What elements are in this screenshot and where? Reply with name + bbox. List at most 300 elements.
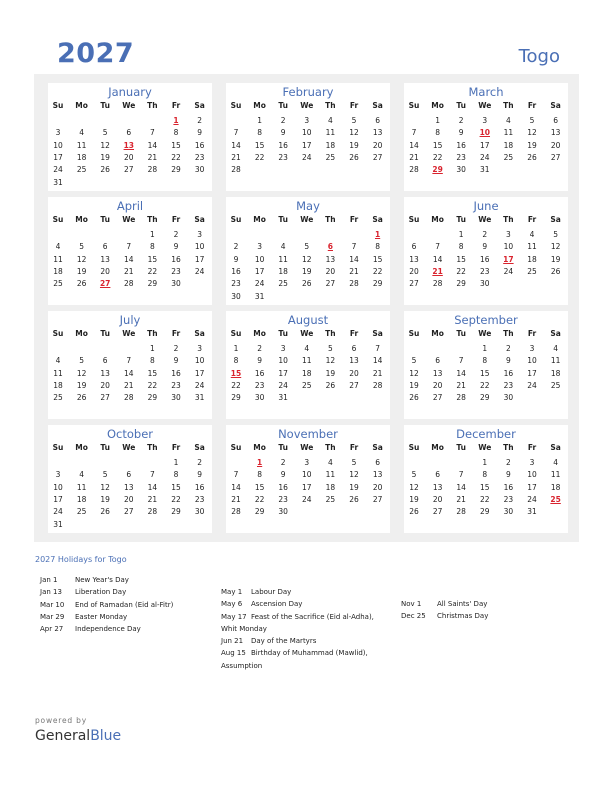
holiday-date: Aug 15 (221, 649, 246, 658)
day-cell: 19 (349, 482, 359, 492)
day-cell: 24 (480, 152, 490, 162)
day-cell: 30 (194, 165, 205, 175)
day-cell: 1 (482, 344, 488, 353)
day-cell: 24 (503, 266, 514, 276)
day-cell: 20 (325, 266, 336, 276)
month-september (404, 311, 568, 419)
day-cell: 3 (197, 230, 202, 239)
holiday-day: 17 (503, 254, 514, 264)
day-cell: 18 (550, 368, 561, 378)
day-cell: 16 (278, 140, 288, 150)
weekday-header: We (300, 443, 314, 452)
day-cell: 11 (503, 128, 514, 138)
day-cell: 28 (147, 165, 158, 175)
month-name: April (116, 199, 144, 213)
day-cell: 2 (233, 242, 239, 252)
weekday-header: Fr (349, 443, 359, 452)
holiday-entry (221, 586, 399, 598)
day-cell: 9 (506, 356, 511, 366)
day-cell: 26 (349, 494, 359, 504)
day-cell: 24 (194, 380, 205, 390)
day-cell: 13 (325, 254, 336, 264)
day-cell: 21 (231, 494, 241, 504)
holiday-entry (221, 647, 399, 659)
day-cell: 18 (325, 140, 336, 150)
day-cell: 19 (76, 380, 87, 390)
day-cell: 10 (527, 470, 537, 480)
holiday-day: 13 (123, 140, 135, 150)
month-name: July (119, 313, 141, 327)
holiday-entry (401, 610, 579, 622)
day-cell: 22 (147, 380, 158, 390)
weekday-header: Su (408, 101, 420, 110)
day-cell: 22 (231, 380, 241, 390)
day-cell: 21 (372, 368, 383, 378)
day-cell: 11 (53, 254, 63, 264)
weekday-header: Sa (372, 215, 383, 224)
day-cell: 26 (76, 393, 87, 403)
day-cell: 21 (124, 380, 134, 390)
day-cell: 3 (280, 344, 286, 353)
weekday-header: Th (147, 101, 158, 110)
day-cell: 16 (503, 482, 514, 492)
day-cell: 18 (76, 152, 87, 162)
weekday-header: Th (147, 329, 158, 338)
weekday-header: Sa (194, 101, 205, 110)
day-cell: 28 (147, 507, 158, 517)
weekday-header: Sa (194, 443, 205, 452)
day-cell: 29 (456, 279, 466, 289)
day-cell: 27 (550, 152, 561, 162)
day-cell: 21 (147, 494, 158, 504)
day-cell: 13 (100, 368, 110, 378)
day-cell: 25 (550, 380, 561, 390)
weekday-header: Su (408, 329, 420, 338)
day-cell: 10 (278, 356, 288, 366)
day-cell: 4 (328, 116, 333, 125)
day-cell: 21 (456, 380, 466, 390)
day-cell: 7 (233, 128, 239, 138)
holiday-name: New Year's Day (75, 576, 129, 584)
day-cell: 3 (55, 470, 61, 480)
day-cell: 15 (456, 254, 466, 264)
day-cell: 7 (126, 242, 132, 252)
holiday-date: Mar 10 (40, 600, 65, 609)
day-cell: 13 (349, 356, 359, 366)
day-cell: 2 (257, 344, 262, 353)
day-cell: 29 (231, 393, 241, 403)
day-cell: 26 (349, 152, 359, 162)
day-cell: 17 (527, 368, 537, 378)
day-cell: 14 (409, 140, 419, 150)
day-cell: 21 (456, 494, 466, 504)
day-cell: 29 (147, 393, 158, 403)
day-cell: 26 (550, 266, 561, 276)
weekday-header: Mo (253, 443, 266, 452)
day-cell: 30 (171, 279, 181, 289)
day-cell: 15 (254, 140, 265, 150)
holiday-name: Ascension Day (251, 600, 303, 609)
day-cell: 18 (53, 380, 63, 390)
day-cell: 17 (194, 254, 205, 264)
weekday-header: Su (408, 215, 420, 224)
day-cell: 7 (375, 344, 380, 353)
weekday-header: Mo (75, 215, 88, 224)
day-cell: 18 (550, 482, 561, 492)
holiday-entry (40, 611, 218, 623)
day-cell: 10 (254, 254, 265, 264)
day-cell: 31 (194, 393, 205, 403)
day-cell: 3 (529, 458, 535, 467)
month-name: May (296, 199, 320, 213)
day-cell: 6 (411, 242, 417, 252)
holiday-name: Easter Monday (75, 612, 128, 621)
holiday-day: 25 (550, 494, 561, 504)
day-cell: 27 (100, 393, 110, 403)
day-cell: 5 (553, 230, 558, 239)
day-cell: 31 (527, 507, 537, 517)
day-cell: 14 (456, 368, 466, 378)
holiday-day: 27 (99, 279, 111, 289)
day-cell: 22 (254, 494, 265, 504)
day-cell: 4 (55, 242, 61, 252)
day-cell: 12 (76, 368, 87, 378)
day-cell: 27 (432, 507, 443, 517)
holiday-day: 1 (173, 116, 179, 125)
weekday-header: Tu (278, 443, 288, 452)
day-cell: 3 (257, 242, 262, 252)
holiday-column (401, 598, 579, 623)
weekday-header: Th (147, 443, 158, 452)
day-cell: 13 (100, 254, 110, 264)
weekday-header: Sa (550, 443, 561, 452)
month-name: December (456, 427, 516, 441)
weekday-header: Tu (456, 443, 466, 452)
day-cell: 9 (280, 128, 286, 138)
day-cell: 7 (458, 470, 464, 480)
day-cell: 15 (432, 140, 443, 150)
day-cell: 6 (375, 116, 380, 125)
day-cell: 18 (325, 482, 336, 492)
day-cell: 26 (100, 165, 110, 175)
day-cell: 4 (79, 128, 84, 138)
holiday-entry (401, 598, 579, 610)
day-cell: 30 (480, 279, 490, 289)
day-cell: 8 (482, 470, 488, 480)
holiday-entry (40, 574, 218, 586)
holiday-date: May 6 (221, 600, 243, 609)
holiday-name-continued: Assumption (221, 661, 263, 670)
holiday-day: 10 (479, 128, 491, 138)
weekday-header: Mo (75, 101, 88, 110)
day-cell: 29 (171, 165, 181, 175)
day-cell: 9 (458, 128, 464, 138)
day-cell: 6 (351, 344, 357, 353)
day-cell: 7 (351, 242, 357, 252)
weekday-header: Fr (171, 443, 181, 452)
day-cell: 31 (53, 177, 63, 187)
day-cell: 23 (171, 380, 181, 390)
day-cell: 1 (482, 458, 488, 467)
weekday-header: Su (52, 443, 64, 452)
day-cell: 2 (506, 344, 511, 353)
day-cell: 13 (432, 368, 443, 378)
day-cell: 13 (409, 254, 419, 264)
day-cell: 24 (254, 279, 265, 289)
day-cell: 11 (76, 482, 87, 492)
weekday-header: Th (503, 443, 514, 452)
day-cell: 4 (328, 458, 333, 467)
day-cell: 9 (197, 128, 202, 138)
day-cell: 22 (171, 152, 181, 162)
day-cell: 20 (100, 380, 110, 390)
holiday-name: Independence Day (75, 625, 141, 634)
day-cell: 16 (278, 482, 288, 492)
day-cell: 2 (280, 458, 286, 467)
day-cell: 21 (147, 152, 158, 162)
day-cell: 30 (254, 393, 265, 403)
brand-general: General (35, 728, 91, 744)
day-cell: 30 (503, 507, 514, 517)
brand-logo[interactable] (35, 728, 121, 744)
day-cell: 22 (480, 494, 490, 504)
day-cell: 30 (278, 507, 288, 517)
day-cell: 6 (435, 470, 440, 480)
day-cell: 21 (231, 152, 241, 162)
day-cell: 12 (100, 482, 110, 492)
weekday-header: Sa (550, 329, 561, 338)
day-cell: 19 (100, 152, 110, 162)
day-cell: 23 (278, 494, 288, 504)
day-cell: 24 (527, 494, 537, 504)
day-cell: 5 (79, 356, 84, 366)
day-cell: 26 (325, 380, 336, 390)
day-cell: 28 (456, 507, 466, 517)
holiday-entry (40, 586, 218, 598)
day-cell: 14 (349, 254, 359, 264)
day-cell: 15 (171, 482, 181, 492)
calendar-grid (34, 74, 579, 542)
day-cell: 12 (100, 140, 110, 150)
day-cell: 22 (254, 152, 265, 162)
day-cell: 12 (302, 254, 312, 264)
day-cell: 8 (150, 356, 155, 366)
holiday-date: Jan 1 (40, 576, 58, 584)
holidays-title: 2027 Holidays for Togo (35, 555, 127, 564)
day-cell: 15 (480, 482, 490, 492)
day-cell: 15 (372, 254, 383, 264)
holiday-date: May 1 (221, 588, 243, 596)
day-cell: 29 (480, 393, 490, 403)
weekday-header: Tu (100, 215, 110, 224)
day-cell: 30 (231, 291, 241, 301)
day-cell: 1 (257, 116, 262, 125)
day-cell: 23 (278, 152, 288, 162)
day-cell: 18 (302, 368, 312, 378)
weekday-header: Th (325, 215, 336, 224)
weekday-header: Fr (527, 443, 537, 452)
weekday-header: Tu (278, 101, 288, 110)
weekday-header: We (300, 101, 314, 110)
weekday-header: Fr (349, 329, 359, 338)
day-cell: 28 (456, 393, 466, 403)
day-cell: 9 (197, 470, 202, 480)
day-cell: 25 (76, 165, 87, 175)
day-cell: 28 (124, 393, 134, 403)
weekday-header: We (122, 443, 136, 452)
day-cell: 19 (409, 494, 419, 504)
day-cell: 27 (124, 165, 134, 175)
holiday-day: 15 (230, 368, 242, 378)
month-august (226, 311, 390, 419)
day-cell: 30 (503, 393, 514, 403)
country-title: Togo (518, 46, 560, 67)
day-cell: 23 (503, 494, 514, 504)
day-cell: 28 (231, 507, 241, 517)
day-cell: 5 (351, 116, 357, 125)
month-june (404, 197, 568, 305)
day-cell: 5 (304, 242, 310, 252)
day-cell: 10 (503, 242, 514, 252)
day-cell: 3 (506, 230, 511, 239)
month-name: October (106, 427, 154, 441)
day-cell: 7 (150, 128, 155, 138)
day-cell: 2 (173, 344, 179, 353)
day-cell: 23 (194, 152, 205, 162)
day-cell: 22 (147, 266, 158, 276)
holiday-name: Christmas Day (437, 612, 489, 621)
day-cell: 14 (372, 356, 383, 366)
day-cell: 12 (409, 368, 419, 378)
day-cell: 4 (55, 356, 61, 366)
holiday-entry (40, 599, 218, 611)
day-cell: 15 (171, 140, 181, 150)
weekday-header: Sa (194, 329, 205, 338)
day-cell: 13 (432, 482, 443, 492)
day-cell: 5 (328, 344, 333, 353)
day-cell: 1 (435, 116, 440, 125)
day-cell: 11 (278, 254, 288, 264)
holiday-date: Nov 1 (401, 600, 422, 608)
day-cell: 4 (280, 242, 286, 252)
day-cell: 6 (553, 116, 558, 125)
year-title: 2027 (57, 38, 135, 69)
day-cell: 26 (76, 279, 87, 289)
holiday-date: Jun 21 (221, 637, 244, 646)
day-cell: 20 (432, 494, 443, 504)
day-cell: 14 (147, 140, 158, 150)
day-cell: 18 (76, 494, 87, 504)
weekday-header: We (122, 215, 136, 224)
day-cell: 3 (304, 458, 310, 467)
day-cell: 19 (349, 140, 359, 150)
day-cell: 7 (150, 470, 155, 480)
day-cell: 25 (53, 279, 63, 289)
day-cell: 5 (411, 356, 417, 366)
day-cell: 25 (325, 494, 336, 504)
day-cell: 28 (349, 279, 359, 289)
weekday-header: Fr (527, 101, 537, 110)
day-cell: 31 (254, 291, 265, 301)
weekday-header: Th (325, 329, 336, 338)
holiday-day: 6 (327, 242, 333, 252)
day-cell: 26 (527, 152, 537, 162)
day-cell: 12 (527, 128, 537, 138)
day-cell: 6 (126, 128, 132, 138)
weekday-header: Su (230, 215, 242, 224)
day-cell: 29 (372, 279, 383, 289)
month-name: June (473, 199, 499, 213)
holiday-date: Jan 13 (40, 588, 62, 597)
holiday-day: 21 (432, 266, 443, 276)
day-cell: 23 (456, 152, 466, 162)
day-cell: 17 (53, 494, 63, 504)
day-cell: 14 (432, 254, 443, 264)
day-cell: 8 (458, 242, 464, 252)
powered-by: powered by (35, 716, 87, 725)
holiday-day: 1 (256, 458, 263, 467)
day-cell: 7 (126, 356, 132, 366)
month-name: January (108, 85, 152, 99)
weekday-header: Fr (171, 329, 181, 338)
day-cell: 10 (53, 482, 63, 492)
day-cell: 2 (280, 116, 286, 125)
day-cell: 27 (372, 152, 383, 162)
day-cell: 19 (550, 254, 561, 264)
day-cell: 31 (53, 519, 63, 529)
day-cell: 13 (372, 470, 383, 480)
day-cell: 11 (76, 140, 87, 150)
day-cell: 2 (482, 230, 488, 239)
holiday-date: May 17 (221, 612, 247, 621)
weekday-header: Fr (527, 329, 537, 338)
day-cell: 2 (458, 116, 464, 125)
day-cell: 25 (527, 266, 537, 276)
day-cell: 26 (100, 507, 110, 517)
day-cell: 3 (304, 116, 310, 125)
day-cell: 9 (506, 470, 511, 480)
weekday-header: Tu (100, 329, 110, 338)
day-cell: 13 (372, 128, 383, 138)
day-cell: 28 (432, 279, 443, 289)
day-cell: 16 (254, 368, 265, 378)
weekday-header: Fr (171, 215, 181, 224)
weekday-header: We (300, 215, 314, 224)
holiday-date: Dec 25 (401, 612, 426, 621)
day-cell: 10 (194, 242, 205, 252)
day-cell: 21 (124, 266, 134, 276)
holiday-column (40, 574, 218, 635)
weekday-header: Mo (253, 329, 266, 338)
weekday-header: Tu (278, 215, 288, 224)
day-cell: 2 (173, 230, 179, 239)
day-cell: 16 (231, 266, 241, 276)
holiday-day: 29 (432, 165, 443, 175)
day-cell: 24 (278, 380, 288, 390)
day-cell: 3 (197, 344, 202, 353)
holiday-date: Mar 29 (40, 612, 65, 621)
day-cell: 25 (325, 152, 336, 162)
weekday-header: Su (230, 443, 242, 452)
day-cell: 14 (147, 482, 158, 492)
month-april (48, 197, 212, 305)
day-cell: 16 (194, 482, 205, 492)
day-cell: 9 (482, 242, 488, 252)
day-cell: 12 (349, 470, 359, 480)
day-cell: 12 (325, 356, 336, 366)
weekday-header: Tu (456, 215, 466, 224)
day-cell: 4 (553, 344, 558, 353)
